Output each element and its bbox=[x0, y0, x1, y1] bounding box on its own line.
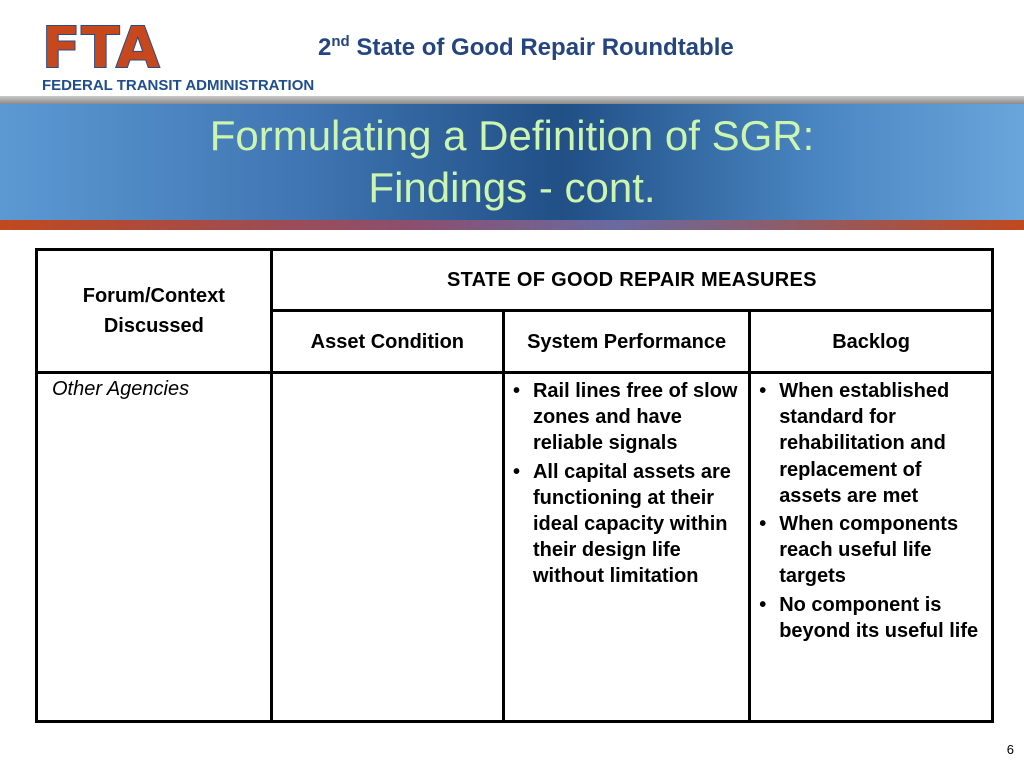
bullet-icon: • bbox=[759, 593, 767, 616]
forum-context-header: Forum/Context Discussed bbox=[37, 250, 272, 373]
system-performance-list bbox=[505, 374, 748, 590]
bullet-text: Rail lines free of slow zones and have reliable signals bbox=[532, 380, 738, 455]
backlog-cell bbox=[750, 373, 993, 722]
asset-condition-cell bbox=[271, 373, 503, 722]
list-item bbox=[757, 378, 985, 509]
roundtable-ordinal: 2 bbox=[318, 34, 332, 61]
forum-cell: Other Agencies bbox=[37, 373, 272, 722]
header-divider bbox=[0, 96, 1024, 104]
bullet-icon: • bbox=[759, 513, 767, 536]
list-item bbox=[511, 459, 742, 590]
list-item bbox=[757, 592, 985, 644]
bullet-icon: • bbox=[512, 380, 520, 402]
column-header-backlog: Backlog bbox=[750, 311, 993, 373]
bullet-text: When established standard for rehabilitation and replacement of assets are met bbox=[779, 380, 950, 507]
fta-logo bbox=[42, 16, 161, 81]
list-item bbox=[511, 378, 742, 457]
agency-name: FEDERAL TRANSIT ADMINISTRATION bbox=[42, 77, 315, 94]
slide-title-line2: Findings - cont. bbox=[368, 164, 656, 211]
bullet-icon: • bbox=[759, 380, 767, 402]
fta-logo-text: FTA bbox=[42, 16, 161, 81]
bullet-icon: • bbox=[512, 460, 520, 483]
column-header-system-performance: System Performance bbox=[503, 311, 749, 373]
bullet-text: No component is beyond its useful life bbox=[779, 593, 979, 642]
column-header-asset-condition: Asset Condition bbox=[271, 311, 503, 373]
bullet-text: When components reach useful life targets bbox=[779, 513, 959, 588]
title-band-accent bbox=[0, 220, 1024, 230]
roundtable-ordinal-suffix: nd bbox=[331, 33, 350, 50]
system-performance-cell bbox=[503, 373, 749, 722]
slide-title bbox=[0, 110, 1024, 214]
slide-title-line1: Formulating a Definition of SGR: bbox=[209, 112, 815, 159]
backlog-list bbox=[751, 374, 991, 644]
sgr-measures-table bbox=[35, 248, 994, 723]
measures-header: STATE OF GOOD REPAIR MEASURES bbox=[271, 250, 992, 311]
list-item bbox=[757, 511, 985, 590]
bullet-text: All capital assets are functioning at their ideal capacity within their design life without limitation bbox=[532, 460, 731, 588]
roundtable-title: State of Good Repair Roundtable bbox=[356, 34, 734, 61]
table-row bbox=[37, 373, 993, 722]
roundtable-heading bbox=[318, 33, 734, 62]
page-number: 6 bbox=[1006, 742, 1014, 757]
